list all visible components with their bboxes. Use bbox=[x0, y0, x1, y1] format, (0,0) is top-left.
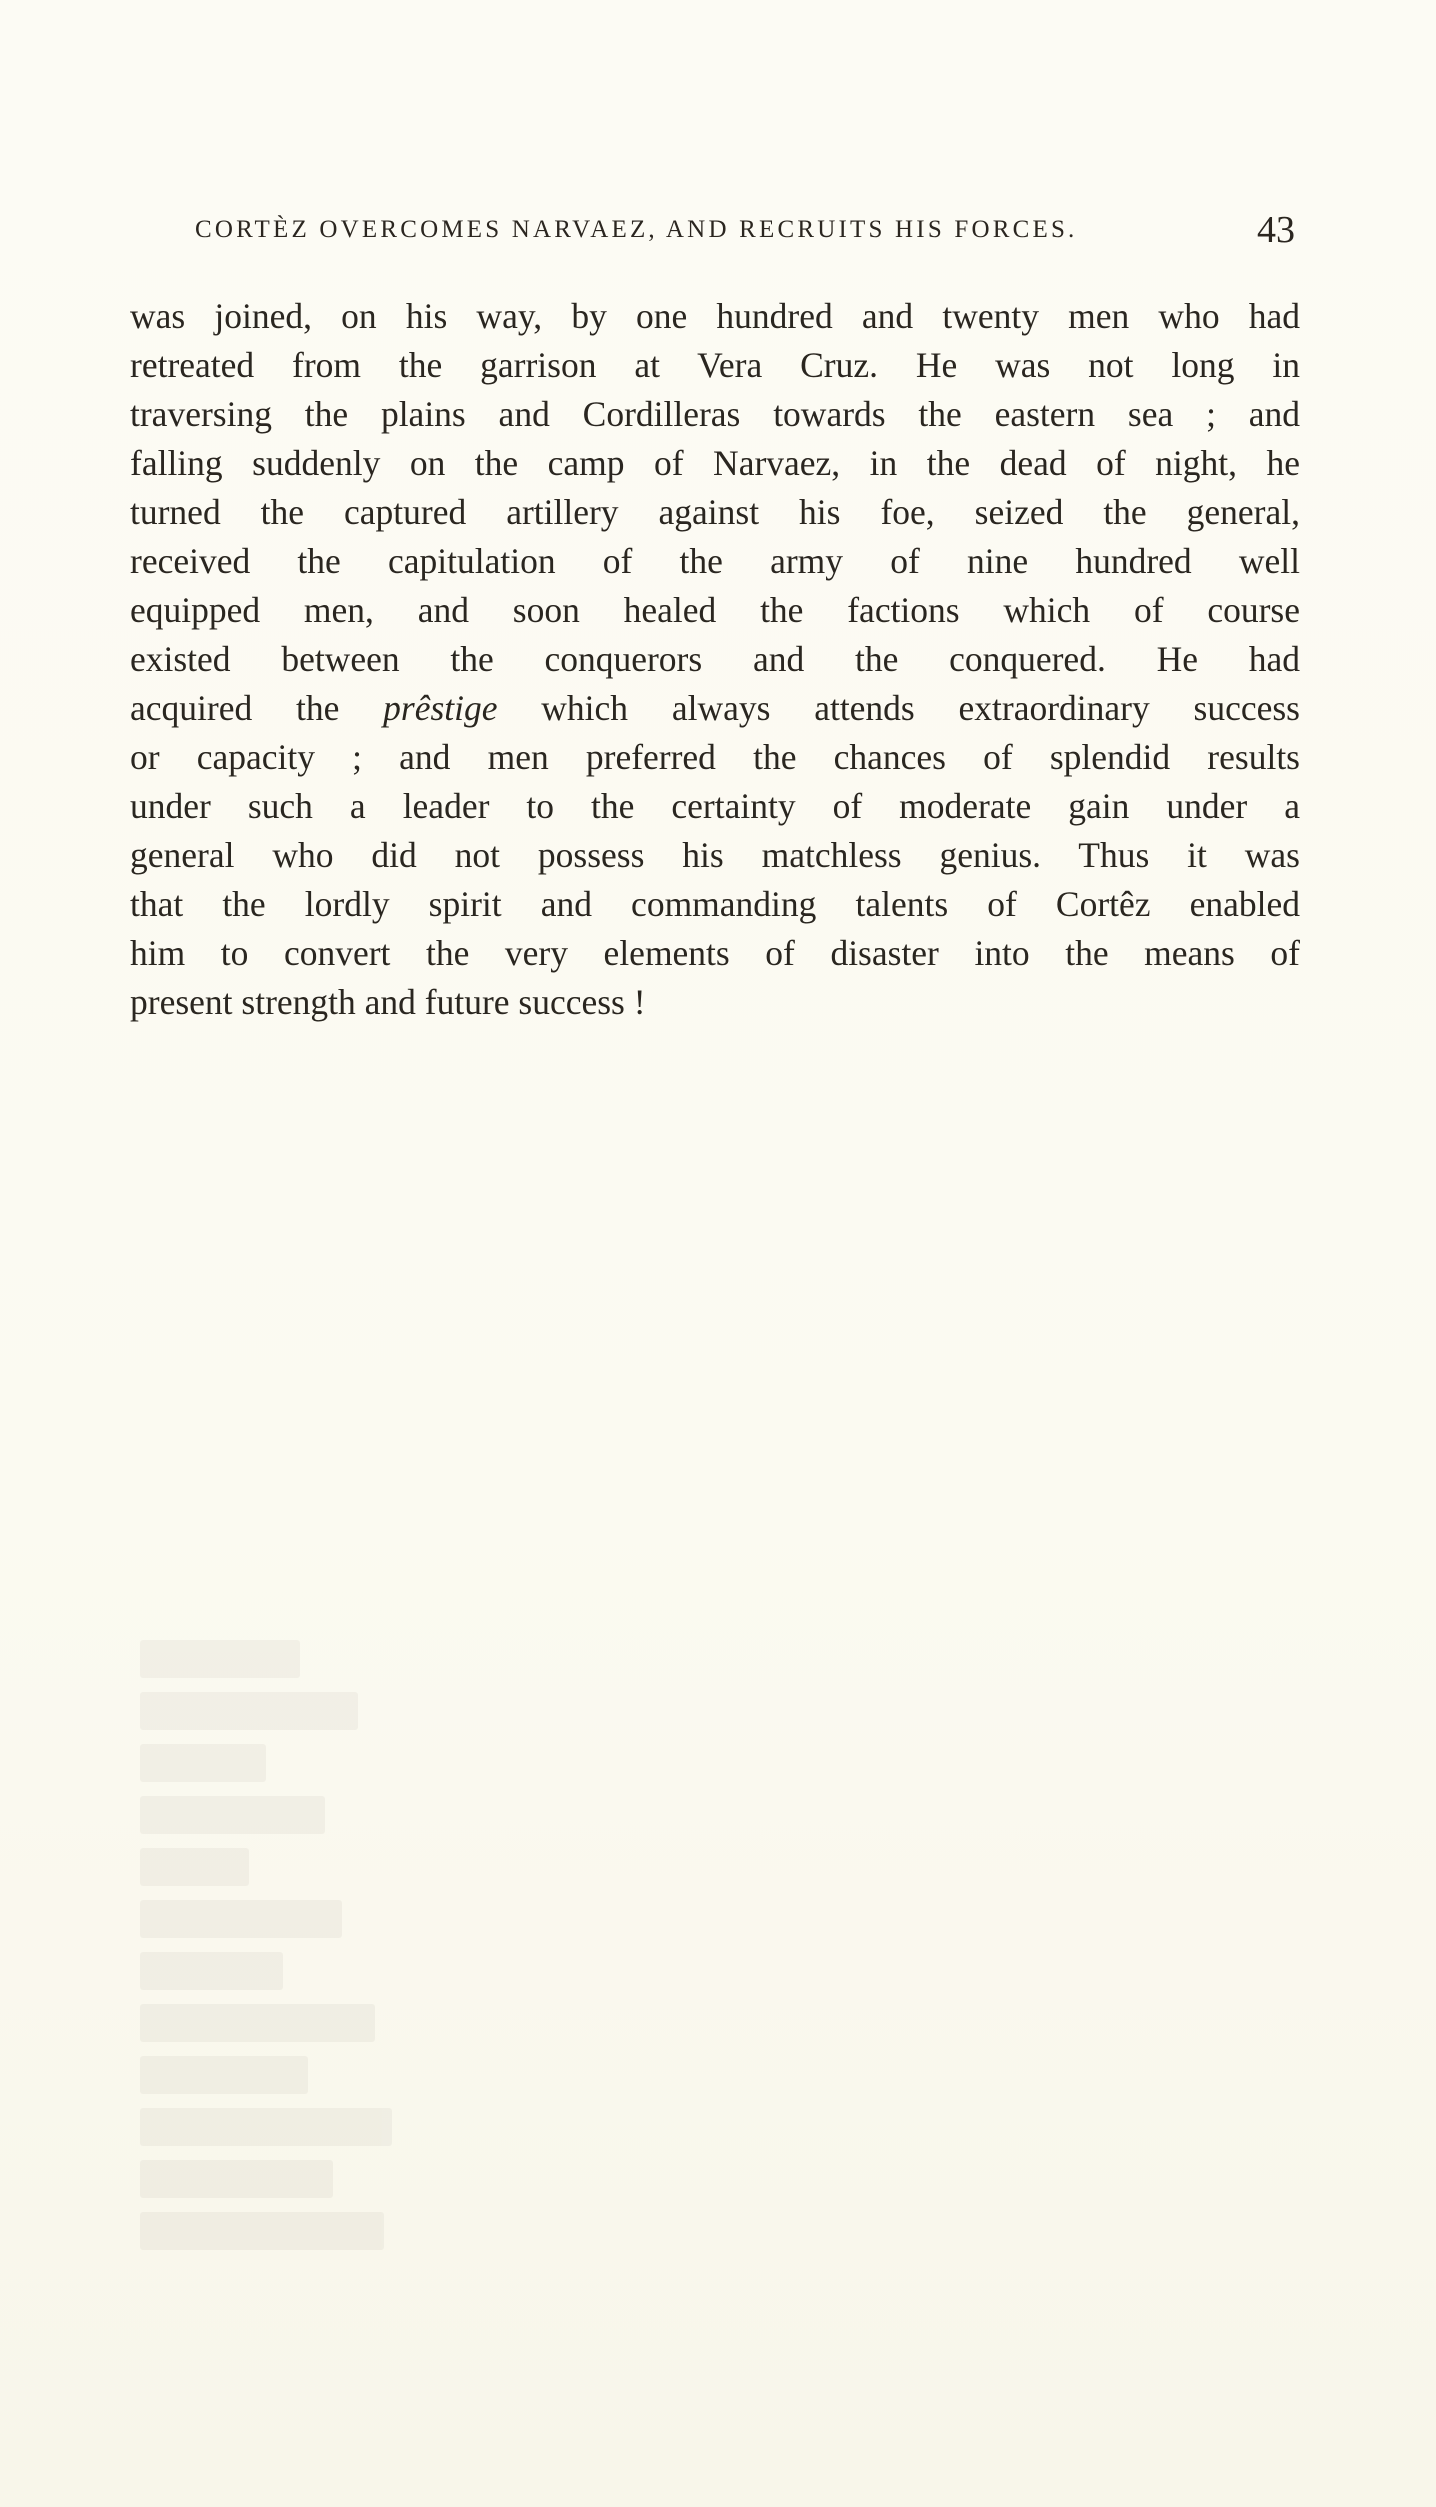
text-line: general who did not possess his matchless genius. Thus it was bbox=[130, 835, 1300, 875]
page-number: 43 bbox=[1257, 209, 1295, 251]
text-line: equipped men, and soon healed the factions which of course bbox=[130, 590, 1300, 630]
text-line: received the capitulation of the army of nine hundred well bbox=[130, 541, 1300, 581]
text-line: traversing the plains and Cordilleras towards the eastern sea ; and bbox=[130, 394, 1300, 434]
text-line: turned the captured artillery against his foe, seized the general, bbox=[130, 492, 1300, 532]
text-line: retreated from the garrison at Vera Cruz. He was not long in bbox=[130, 345, 1300, 385]
text-line: or capacity ; and men preferred the chances of splendid results bbox=[130, 737, 1300, 777]
text-fragment: acquired the bbox=[130, 688, 384, 728]
text-line: present strength and future success ! bbox=[130, 982, 646, 1022]
text-line: existed between the conquerors and the conquered. He had bbox=[130, 639, 1300, 679]
text-fragment: which always attends extraordinary success bbox=[497, 688, 1300, 728]
text-line: that the lordly spirit and commanding talents of Cortêz enabled bbox=[130, 884, 1300, 924]
running-title: CORTÈZ OVERCOMES NARVAEZ, AND RECRUITS HIS FORCES. bbox=[195, 216, 1078, 243]
body-text bbox=[130, 292, 1300, 1027]
text-line: falling suddenly on the camp of Narvaez, in the dead of night, he bbox=[130, 443, 1300, 483]
bleed-through-texture bbox=[140, 1640, 560, 2360]
italic-word: prêstige bbox=[383, 688, 498, 728]
text-line: under such a leader to the certainty of moderate gain under a bbox=[130, 786, 1300, 826]
running-head bbox=[195, 208, 1295, 252]
text-line: was joined, on his way, by one hundred and twenty men who had bbox=[130, 296, 1300, 336]
text-line: him to convert the very elements of disaster into the means of bbox=[130, 933, 1300, 973]
text-line bbox=[130, 684, 1300, 733]
